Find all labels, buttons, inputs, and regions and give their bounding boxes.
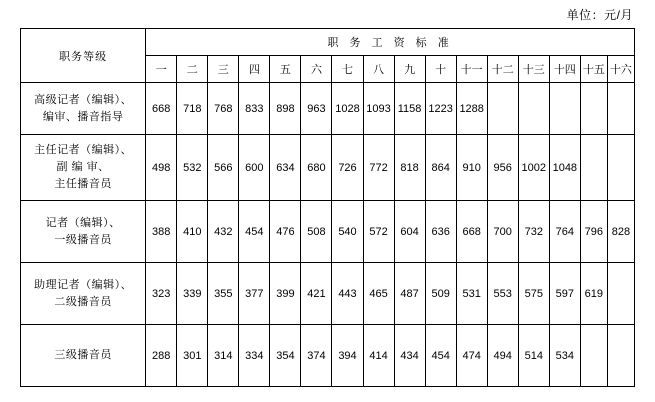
table-row <box>21 83 635 135</box>
row-label-assistant <box>21 263 146 325</box>
header-standard: 职 务 工 资 标 准 <box>146 29 635 56</box>
row-label-line: 编审、播音指导 <box>42 110 124 123</box>
cell-value: 572 <box>363 201 394 263</box>
cell-value: 898 <box>270 83 301 135</box>
cell-value: 532 <box>177 135 208 201</box>
row-label-line: 三级播音员 <box>54 349 112 361</box>
table-header-row-top <box>21 29 635 56</box>
cell-value <box>580 83 607 135</box>
salary-table <box>20 28 635 387</box>
grade-col-15: 十五 <box>580 56 607 83</box>
cell-value: 668 <box>456 201 487 263</box>
cell-value: 394 <box>332 325 363 387</box>
cell-value: 634 <box>270 135 301 201</box>
grade-col-16: 十六 <box>607 56 634 83</box>
grade-col-3: 三 <box>208 56 239 83</box>
cell-value: 910 <box>456 135 487 201</box>
grade-col-8: 八 <box>363 56 394 83</box>
cell-value: 354 <box>270 325 301 387</box>
cell-value: 509 <box>425 263 456 325</box>
cell-value: 718 <box>177 83 208 135</box>
cell-value <box>549 83 580 135</box>
cell-value: 732 <box>518 201 549 263</box>
cell-value: 604 <box>394 201 425 263</box>
cell-value: 764 <box>549 201 580 263</box>
cell-value: 377 <box>239 263 270 325</box>
cell-value: 432 <box>208 201 239 263</box>
grade-col-9: 九 <box>394 56 425 83</box>
header-rank: 职务等级 <box>21 29 146 83</box>
grade-col-14: 十四 <box>549 56 580 83</box>
cell-value: 494 <box>487 325 518 387</box>
cell-value: 465 <box>363 263 394 325</box>
cell-value: 553 <box>487 263 518 325</box>
cell-value: 474 <box>456 325 487 387</box>
cell-value <box>607 263 634 325</box>
row-label-reporter <box>21 201 146 263</box>
cell-value: 374 <box>301 325 332 387</box>
cell-value: 600 <box>239 135 270 201</box>
cell-value: 1002 <box>518 135 549 201</box>
cell-value: 1093 <box>363 83 394 135</box>
cell-value: 619 <box>580 263 607 325</box>
cell-value: 410 <box>177 201 208 263</box>
cell-value: 508 <box>301 201 332 263</box>
table-row <box>21 325 635 387</box>
table-row <box>21 263 635 325</box>
cell-value: 1288 <box>456 83 487 135</box>
cell-value: 414 <box>363 325 394 387</box>
cell-value: 1223 <box>425 83 456 135</box>
cell-value <box>607 325 634 387</box>
cell-value <box>518 83 549 135</box>
row-label-line: 助理记者（编辑）、 <box>34 278 133 291</box>
cell-value: 818 <box>394 135 425 201</box>
row-label-line: 副 编 审、 <box>56 161 110 173</box>
cell-value: 833 <box>239 83 270 135</box>
grade-col-11: 十一 <box>456 56 487 83</box>
cell-value: 301 <box>177 325 208 387</box>
grade-col-13: 十三 <box>518 56 549 83</box>
cell-value: 531 <box>456 263 487 325</box>
cell-value: 796 <box>580 201 607 263</box>
cell-value: 864 <box>425 135 456 201</box>
cell-value: 668 <box>146 83 177 135</box>
row-label-announcer3 <box>21 325 146 387</box>
table-row <box>21 135 635 201</box>
cell-value: 575 <box>518 263 549 325</box>
cell-value: 1028 <box>332 83 363 135</box>
cell-value: 540 <box>332 201 363 263</box>
cell-value: 636 <box>425 201 456 263</box>
cell-value: 534 <box>549 325 580 387</box>
cell-value: 388 <box>146 201 177 263</box>
cell-value <box>487 83 518 135</box>
cell-value: 323 <box>146 263 177 325</box>
cell-value: 314 <box>208 325 239 387</box>
grade-col-10: 十 <box>425 56 456 83</box>
cell-value <box>580 325 607 387</box>
cell-value: 566 <box>208 135 239 201</box>
grade-col-7: 七 <box>332 56 363 83</box>
cell-value: 454 <box>239 201 270 263</box>
grade-col-2: 二 <box>177 56 208 83</box>
cell-value: 288 <box>146 325 177 387</box>
cell-value <box>607 135 634 201</box>
row-label-line: 主任记者（编辑）、 <box>34 144 133 156</box>
cell-value: 828 <box>607 201 634 263</box>
cell-value: 1048 <box>549 135 580 201</box>
cell-value: 421 <box>301 263 332 325</box>
cell-value: 355 <box>208 263 239 325</box>
row-label-chief <box>21 135 146 201</box>
cell-value: 487 <box>394 263 425 325</box>
grade-col-4: 四 <box>239 56 270 83</box>
cell-value: 339 <box>177 263 208 325</box>
row-label-line: 高级记者（编辑）、 <box>34 93 133 106</box>
grade-col-12: 十二 <box>487 56 518 83</box>
unit-note: 单位：元/月 <box>566 8 633 22</box>
cell-value: 772 <box>363 135 394 201</box>
grade-col-5: 五 <box>270 56 301 83</box>
cell-value: 680 <box>301 135 332 201</box>
cell-value: 454 <box>425 325 456 387</box>
cell-value: 726 <box>332 135 363 201</box>
cell-value: 399 <box>270 263 301 325</box>
cell-value: 700 <box>487 201 518 263</box>
cell-value: 514 <box>518 325 549 387</box>
cell-value: 476 <box>270 201 301 263</box>
cell-value: 956 <box>487 135 518 201</box>
row-label-line: 主任播音员 <box>54 178 112 190</box>
cell-value: 597 <box>549 263 580 325</box>
cell-value <box>580 135 607 201</box>
cell-value <box>607 83 634 135</box>
grade-col-1: 一 <box>146 56 177 83</box>
cell-value: 768 <box>208 83 239 135</box>
cell-value: 1158 <box>394 83 425 135</box>
table-row <box>21 201 635 263</box>
cell-value: 334 <box>239 325 270 387</box>
cell-value: 434 <box>394 325 425 387</box>
grade-col-6: 六 <box>301 56 332 83</box>
salary-table-container <box>20 28 635 387</box>
row-label-senior <box>21 83 146 135</box>
cell-value: 443 <box>332 263 363 325</box>
row-label-line: 记者（编辑）、 <box>45 216 121 229</box>
row-label-line: 一级播音员 <box>54 233 112 246</box>
row-label-line: 二级播音员 <box>54 295 112 308</box>
cell-value: 963 <box>301 83 332 135</box>
cell-value: 498 <box>146 135 177 201</box>
